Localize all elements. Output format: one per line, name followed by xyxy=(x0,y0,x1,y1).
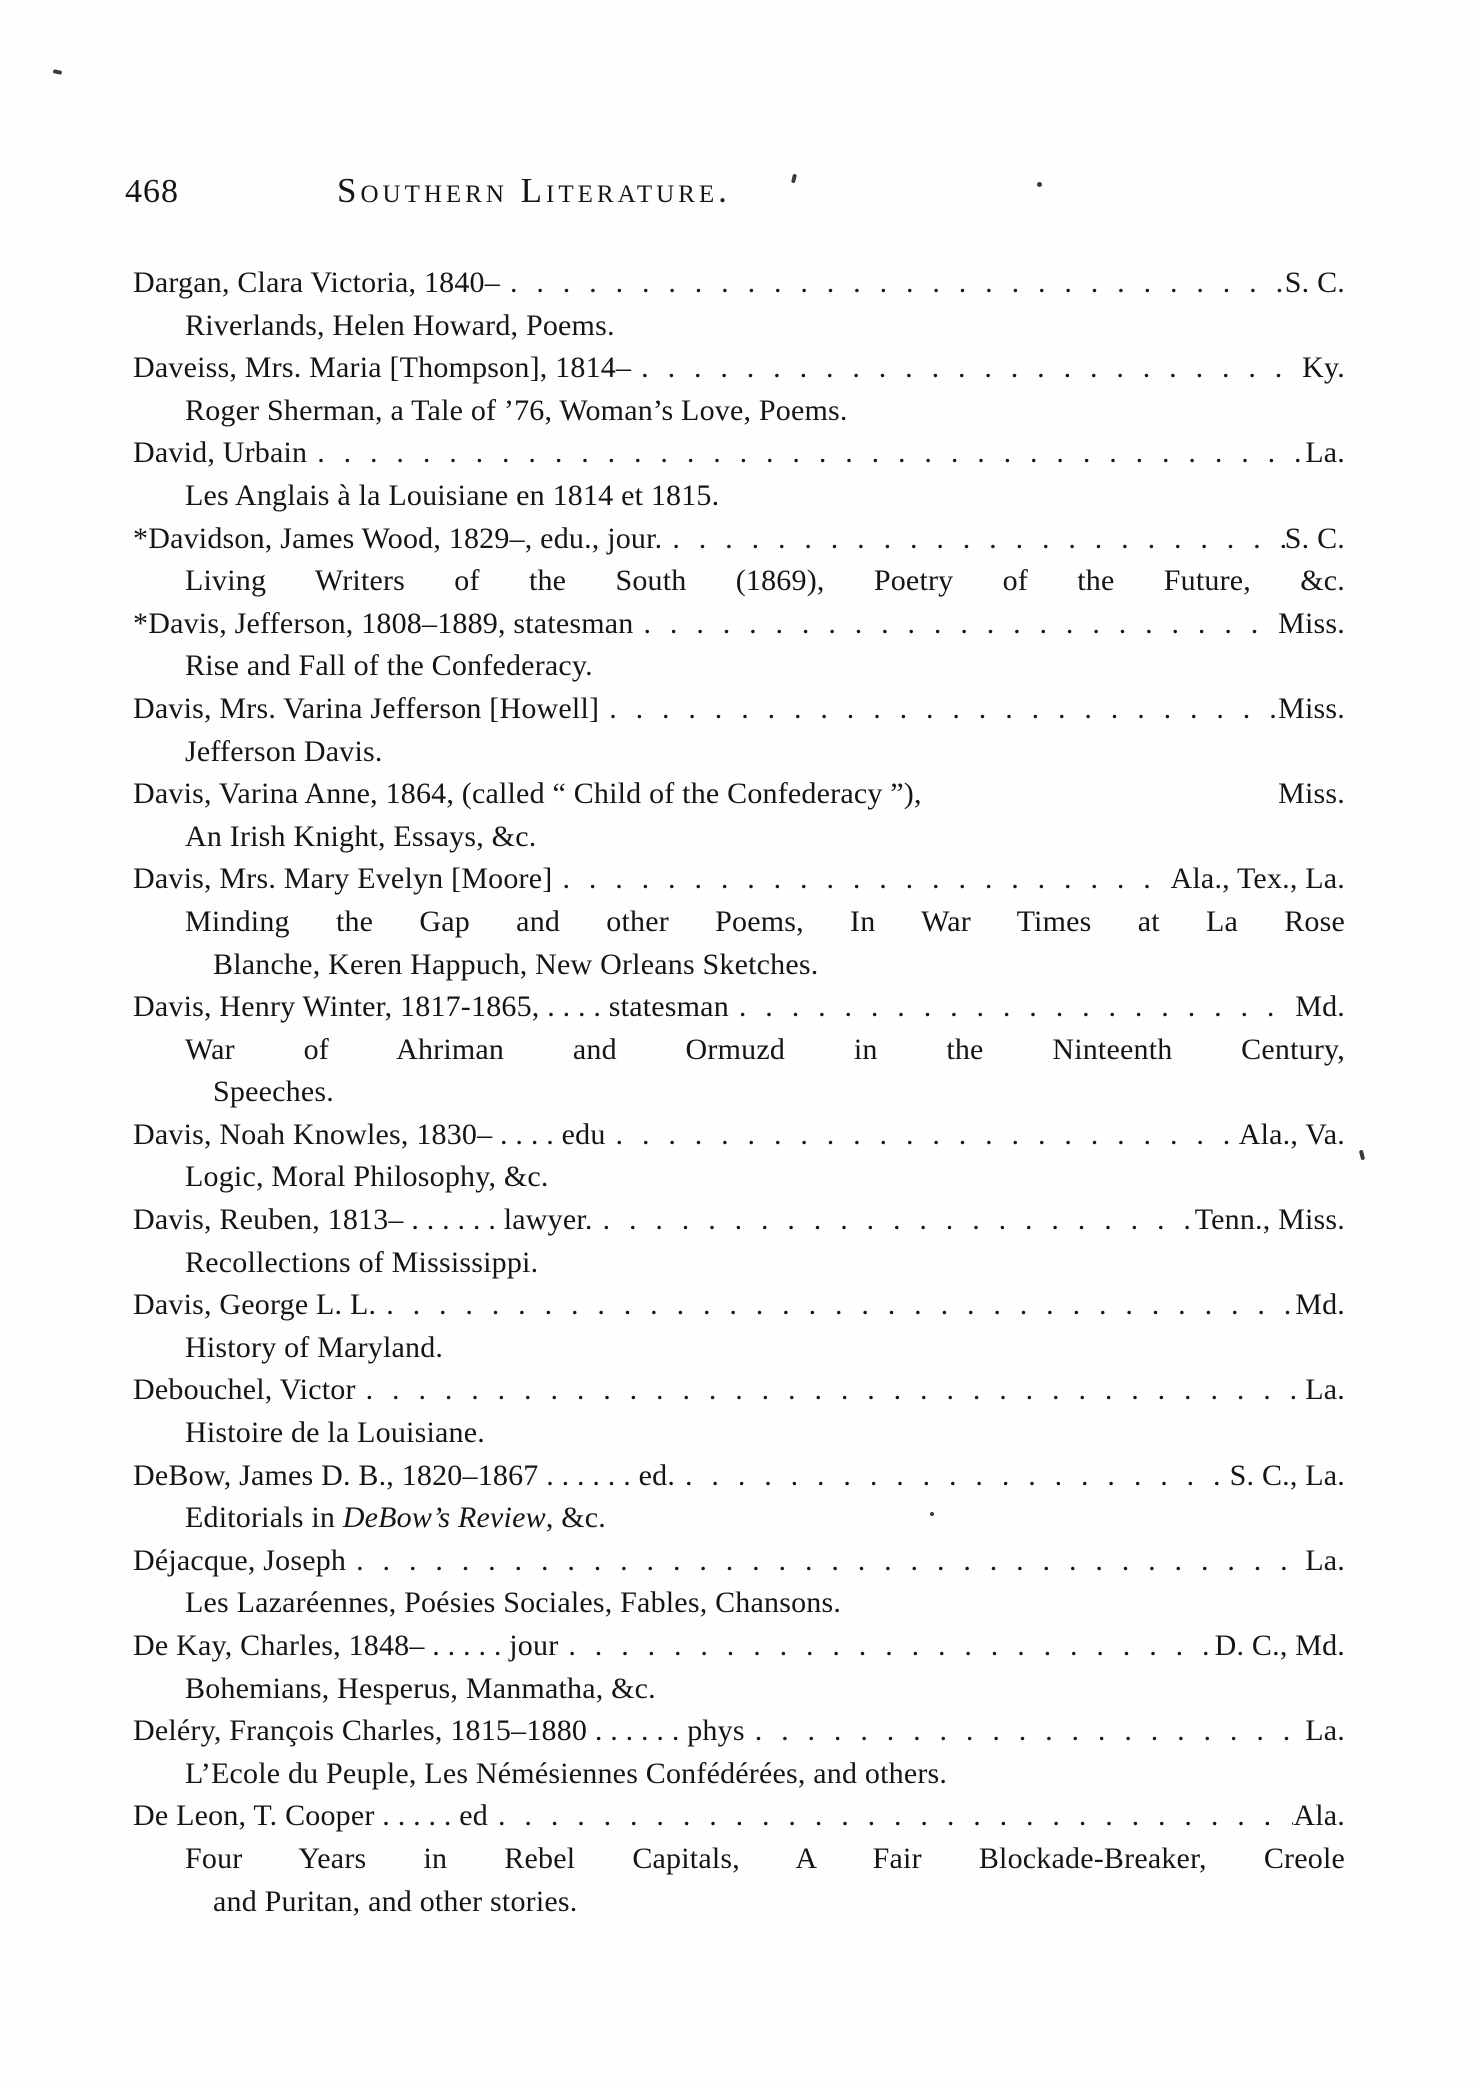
dot-leader xyxy=(606,1114,1239,1157)
entry-list xyxy=(133,262,1345,1923)
entry-region: Ala. xyxy=(1293,1799,1345,1833)
dot-leader xyxy=(662,518,1284,561)
entry-row xyxy=(133,1369,1345,1412)
work-text: Logic, Moral Philosophy, &c. xyxy=(185,1160,549,1194)
work-line xyxy=(133,475,1345,518)
dot-leader xyxy=(745,1710,1306,1753)
entry-region: D. C., Md. xyxy=(1214,1629,1345,1662)
entry-name: Davis, George L. L. xyxy=(133,1288,377,1322)
work-text: Bohemians, Hesperus, Manmatha, &c. xyxy=(185,1671,656,1705)
entry-name: Dargan, Clara Victoria, 1840– xyxy=(133,266,500,299)
entry-region: S. C. xyxy=(1284,521,1345,555)
dot-leader xyxy=(631,347,1302,390)
dot-leader xyxy=(500,262,1285,305)
entry-name: De Leon, T. Cooper . . . . . ed xyxy=(133,1799,489,1833)
work-line xyxy=(133,1071,1345,1114)
work-line xyxy=(133,1881,1345,1924)
work-text: Four Years in Rebel Capitals, A Fair Blockade-Breaker, Creole xyxy=(185,1841,1345,1875)
dot-leader xyxy=(558,1625,1214,1668)
dot-leader xyxy=(346,1540,1305,1583)
work-text: Riverlands, Helen Howard, Poems. xyxy=(185,308,615,342)
work-text: and Puritan, and other stories. xyxy=(213,1884,578,1918)
work-line xyxy=(133,1668,1345,1711)
work-text: Roger Sherman, a Tale of ’76, Woman’s Love, Poems. xyxy=(185,393,848,427)
entry-name: *Davis, Jefferson, 1808–1889, statesman xyxy=(133,606,634,640)
work-line xyxy=(133,1582,1345,1625)
scan-artifact xyxy=(1359,1150,1365,1161)
dot-leader xyxy=(593,1199,1195,1242)
work-line xyxy=(133,1753,1345,1796)
work-line xyxy=(133,1029,1345,1072)
work-text: Minding the Gap and other Poems, In War Times at La Rose xyxy=(185,904,1345,938)
work-line xyxy=(133,1156,1345,1199)
entry-name: Debouchel, Victor xyxy=(133,1373,356,1407)
entry-row xyxy=(133,262,1345,305)
dot-leader xyxy=(729,986,1295,1029)
work-text: L’Ecole du Peuple, Les Némésiennes Confédérées, and others. xyxy=(185,1756,948,1790)
work-title-italic: DeBow’s Review xyxy=(342,1501,546,1535)
entry-row xyxy=(133,1625,1345,1668)
entry-name: David, Urbain xyxy=(133,436,308,470)
entry-region: Md. xyxy=(1295,1288,1345,1322)
work-text: Editorials in xyxy=(185,1501,343,1535)
entry-row xyxy=(133,347,1345,390)
entry-name: Déjacque, Joseph xyxy=(133,1543,347,1577)
entry-region: La. xyxy=(1305,436,1345,470)
entry-region: La. xyxy=(1305,1543,1345,1577)
entry-name: DeBow, James D. B., 1820–1867 . . . . . . ed. xyxy=(133,1458,676,1492)
work-line xyxy=(133,1242,1345,1285)
entry-region: La. xyxy=(1305,1714,1345,1748)
entry-name: Davis, Reuben, 1813– . . . . . . lawyer. xyxy=(133,1203,593,1237)
entry-row xyxy=(133,1795,1345,1838)
work-text: Speeches. xyxy=(213,1075,334,1109)
entry-name: Davis, Mrs. Varina Jefferson [Howell] xyxy=(133,691,600,725)
work-line xyxy=(133,1412,1345,1455)
work-text: Les Anglais à la Louisiane en 1814 et 1815. xyxy=(185,478,720,512)
work-line xyxy=(133,390,1345,433)
entry-name: Davis, Noah Knowles, 1830– . . . . edu xyxy=(133,1117,606,1151)
entry-region: Miss. xyxy=(1278,777,1345,811)
entry-name: Daveiss, Mrs. Maria [Thompson], 1814– xyxy=(133,351,632,385)
entry-name: Davis, Varina Anne, 1864, (called “ Child of the Confederacy ”), xyxy=(133,777,922,811)
work-text: An Irish Knight, Essays, &c. xyxy=(185,819,537,853)
entry-row xyxy=(133,986,1345,1029)
entry-row xyxy=(133,1540,1345,1583)
entry-region: Ky. xyxy=(1302,351,1345,385)
entry-row xyxy=(133,1455,1345,1498)
entry-region: Miss. xyxy=(1278,691,1345,725)
entry-row xyxy=(133,858,1345,901)
entry-row xyxy=(133,432,1345,475)
entry-name: Deléry, François Charles, 1815–1880 . . . . . . phys xyxy=(133,1714,745,1748)
work-line xyxy=(133,1838,1345,1881)
dot-leader xyxy=(552,858,1170,901)
entry-region: Tenn., Miss. xyxy=(1194,1203,1345,1237)
dot-leader xyxy=(675,1455,1230,1498)
work-line xyxy=(133,731,1345,774)
work-text: Rise and Fall of the Confederacy. xyxy=(185,649,593,683)
page-title: Southern Literature. xyxy=(337,171,731,210)
work-line xyxy=(133,1497,1345,1540)
work-line xyxy=(133,560,1345,603)
work-line xyxy=(133,305,1345,348)
work-line xyxy=(133,816,1345,859)
entry-row xyxy=(133,1114,1345,1157)
entry-region: Miss. xyxy=(1278,606,1345,640)
entry-row xyxy=(133,603,1345,646)
scan-artifact xyxy=(53,69,63,75)
work-text: History of Maryland. xyxy=(185,1330,444,1364)
entry-name: De Kay, Charles, 1848– . . . . . jour xyxy=(133,1629,559,1662)
entry-row xyxy=(133,1710,1345,1753)
entry-region: S. C. xyxy=(1284,266,1345,299)
work-text: , &c. xyxy=(545,1501,606,1535)
work-line xyxy=(133,1327,1345,1370)
entry-region: S. C., La. xyxy=(1229,1458,1345,1492)
entry-name: *Davidson, James Wood, 1829–, edu., jour. xyxy=(133,521,663,555)
dot-leader xyxy=(599,688,1278,731)
work-line xyxy=(133,901,1345,944)
work-text: War of Ahriman and Ormuzd in the Ninteenth Century, xyxy=(185,1032,1345,1066)
page-number: 468 xyxy=(125,173,179,210)
entry-row xyxy=(133,773,1345,816)
work-text: Histoire de la Louisiane. xyxy=(185,1416,485,1450)
work-text: Living Writers of the South (1869), Poetry of the Future, &c. xyxy=(185,564,1345,598)
entry-region: Ala., Va. xyxy=(1238,1117,1345,1151)
dot-leader xyxy=(376,1284,1295,1327)
entry-region: La. xyxy=(1305,1373,1345,1407)
entry-row xyxy=(133,688,1345,731)
entry-row xyxy=(133,518,1345,561)
dot-leader xyxy=(634,603,1279,646)
entry-region: Md. xyxy=(1295,990,1345,1024)
entry-region: Ala., Tex., La. xyxy=(1170,862,1345,896)
work-line xyxy=(133,944,1345,987)
dot-leader xyxy=(488,1795,1293,1838)
work-text: Les Lazaréennes, Poésies Sociales, Fables, Chansons. xyxy=(185,1586,842,1620)
dot-leader xyxy=(356,1369,1306,1412)
entry-row xyxy=(133,1199,1345,1242)
entry-name: Davis, Mrs. Mary Evelyn [Moore] xyxy=(133,862,553,896)
work-text: Jefferson Davis. xyxy=(185,734,383,768)
work-line xyxy=(133,645,1345,688)
entry-row xyxy=(133,1284,1345,1327)
scan-artifact xyxy=(1037,182,1042,187)
dot-leader xyxy=(307,432,1305,475)
entry-name: Davis, Henry Winter, 1817-1865, . . . . statesman xyxy=(133,990,729,1024)
work-text: Blanche, Keren Happuch, New Orleans Sketches. xyxy=(213,947,819,981)
work-text: Recollections of Mississippi. xyxy=(185,1245,539,1279)
scan-artifact xyxy=(791,174,797,184)
